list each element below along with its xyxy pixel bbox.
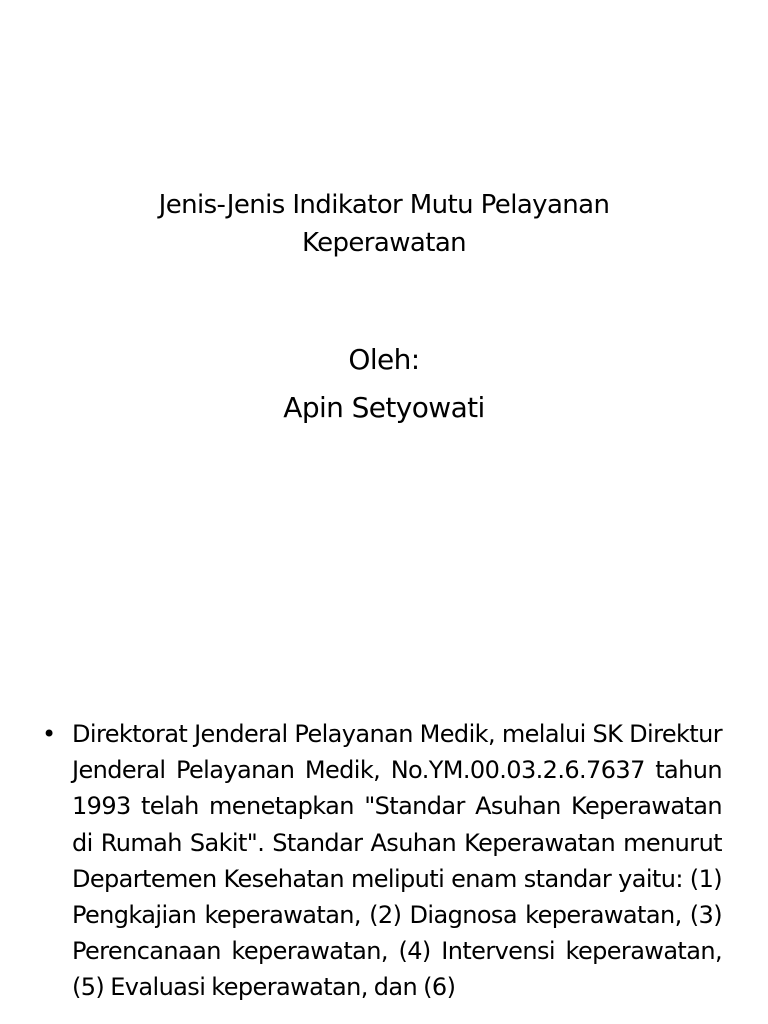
bullet-item [42,716,722,1006]
bullet-icon: • [42,720,57,748]
bullet-text: Direktorat Jenderal Pelayanan Medik, melalui SK Direktur Jenderal Pelayanan Medik, No.YM.00.03.2.6.7637 tahun 1993 telah menetapkan "Standar Asuhan Keperawatan di Rumah Sakit". Standar Asuhan Keperawatan menurut Departemen Kesehatan meliputi enam standar yaitu: (1) Pengkajian keperawatan, (2) Diagnosa keperawatan, (3) Perencanaan keperawatan, (4) Intervensi keperawatan, (5) Evaluasi keperawatan, dan (6) [72,720,722,1002]
author-block [0,336,768,432]
slide-title-line-2: Keperawatan [301,228,467,258]
author-name: Apin Setyowati [283,391,485,424]
slide-title-line-1: Jenis-Jenis Indikator Mutu Pelayanan [158,190,610,220]
slide-title [0,186,768,262]
by-label: Oleh: [348,343,420,376]
